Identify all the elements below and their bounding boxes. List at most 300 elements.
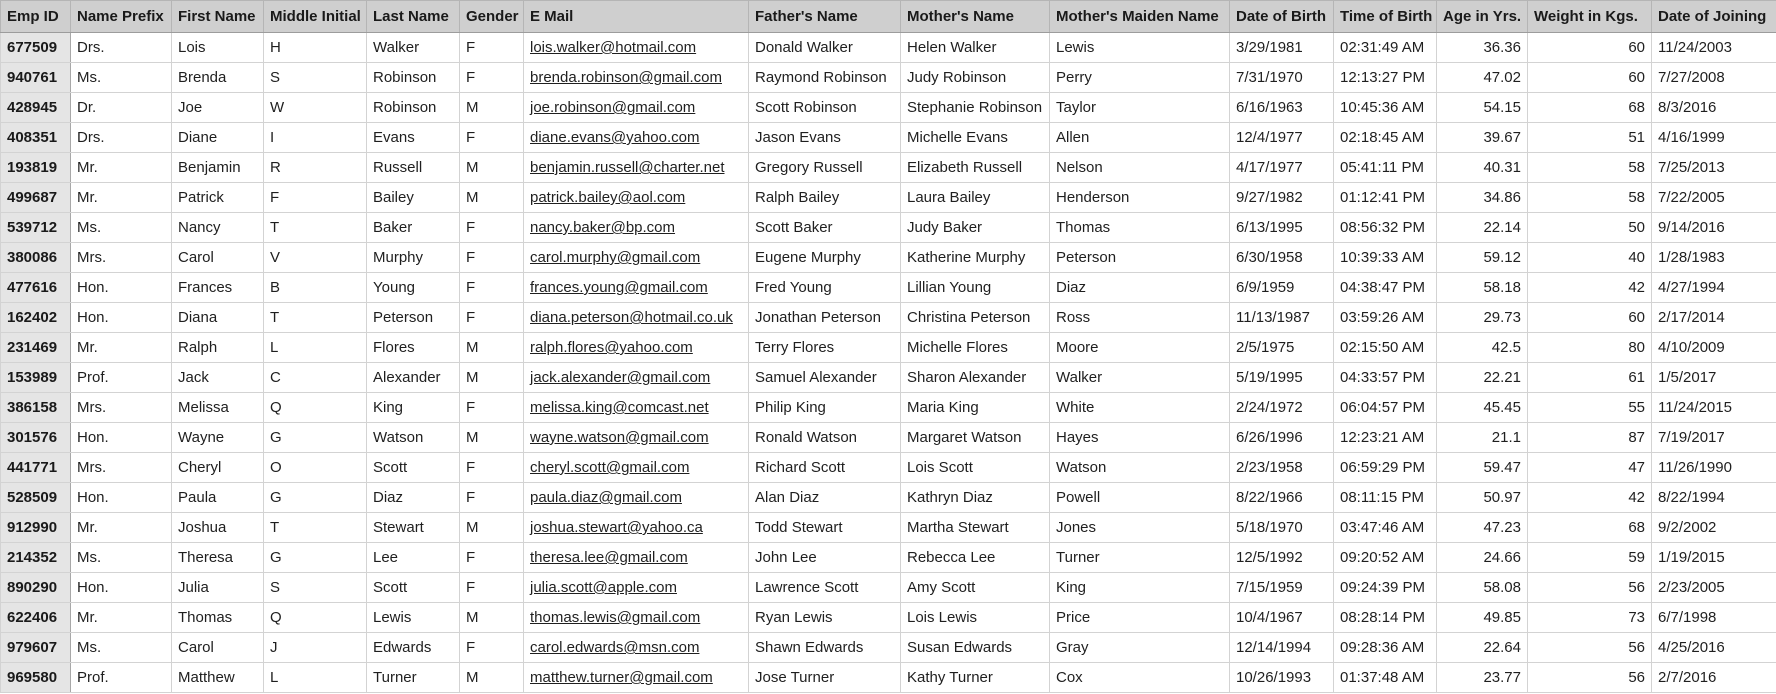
cell-first-name[interactable]: Paula xyxy=(172,483,264,513)
cell-middle-initial[interactable]: J xyxy=(264,633,367,663)
cell-name-prefix[interactable]: Ms. xyxy=(71,543,172,573)
cell-gender[interactable]: F xyxy=(460,393,524,423)
cell-emp-id[interactable]: 677509 xyxy=(1,33,71,63)
cell-weight[interactable]: 42 xyxy=(1528,483,1652,513)
cell-date-of-birth[interactable]: 2/24/1972 xyxy=(1230,393,1334,423)
cell-emp-id[interactable]: 890290 xyxy=(1,573,71,603)
table-row[interactable] xyxy=(1,303,1776,333)
cell-middle-initial[interactable]: H xyxy=(264,33,367,63)
cell-emp-id[interactable]: 386158 xyxy=(1,393,71,423)
cell-email[interactable] xyxy=(524,93,749,123)
cell-time-of-birth[interactable]: 06:04:57 PM xyxy=(1334,393,1437,423)
column-header-date-of-birth[interactable]: Date of Birth xyxy=(1230,1,1334,33)
cell-mothers-name[interactable]: Martha Stewart xyxy=(901,513,1050,543)
cell-mothers-name[interactable]: Michelle Flores xyxy=(901,333,1050,363)
cell-weight[interactable]: 55 xyxy=(1528,393,1652,423)
cell-last-name[interactable]: Russell xyxy=(367,153,460,183)
column-header-mothers-name[interactable]: Mother's Name xyxy=(901,1,1050,33)
cell-name-prefix[interactable]: Mrs. xyxy=(71,453,172,483)
cell-date-of-joining[interactable]: 11/26/1990 xyxy=(1652,453,1776,483)
cell-gender[interactable]: M xyxy=(460,513,524,543)
cell-mothers-maiden-name[interactable]: Moore xyxy=(1050,333,1230,363)
cell-first-name[interactable]: Benjamin xyxy=(172,153,264,183)
cell-date-of-joining[interactable]: 8/3/2016 xyxy=(1652,93,1776,123)
cell-gender[interactable]: F xyxy=(460,123,524,153)
cell-mothers-name[interactable]: Margaret Watson xyxy=(901,423,1050,453)
cell-emp-id[interactable]: 528509 xyxy=(1,483,71,513)
cell-gender[interactable]: M xyxy=(460,183,524,213)
cell-fathers-name[interactable]: Ryan Lewis xyxy=(749,603,901,633)
cell-gender[interactable]: F xyxy=(460,63,524,93)
cell-date-of-joining[interactable]: 2/23/2005 xyxy=(1652,573,1776,603)
table-row[interactable] xyxy=(1,633,1776,663)
cell-time-of-birth[interactable]: 01:37:48 AM xyxy=(1334,663,1437,693)
cell-mothers-maiden-name[interactable]: Perry xyxy=(1050,63,1230,93)
cell-fathers-name[interactable]: Richard Scott xyxy=(749,453,901,483)
email-link[interactable]: matthew.turner@gmail.com xyxy=(530,669,713,686)
cell-date-of-birth[interactable]: 6/30/1958 xyxy=(1230,243,1334,273)
cell-mothers-maiden-name[interactable]: Henderson xyxy=(1050,183,1230,213)
table-row[interactable] xyxy=(1,513,1776,543)
table-row[interactable] xyxy=(1,543,1776,573)
cell-mothers-name[interactable]: Katherine Murphy xyxy=(901,243,1050,273)
cell-emp-id[interactable]: 499687 xyxy=(1,183,71,213)
cell-last-name[interactable]: King xyxy=(367,393,460,423)
cell-mothers-name[interactable]: Lillian Young xyxy=(901,273,1050,303)
cell-email[interactable] xyxy=(524,333,749,363)
cell-first-name[interactable]: Lois xyxy=(172,33,264,63)
cell-weight[interactable]: 68 xyxy=(1528,513,1652,543)
email-link[interactable]: diana.peterson@hotmail.co.uk xyxy=(530,309,733,326)
cell-middle-initial[interactable]: V xyxy=(264,243,367,273)
cell-weight[interactable]: 51 xyxy=(1528,123,1652,153)
cell-email[interactable] xyxy=(524,363,749,393)
cell-date-of-birth[interactable]: 6/13/1995 xyxy=(1230,213,1334,243)
cell-mothers-maiden-name[interactable]: Hayes xyxy=(1050,423,1230,453)
cell-name-prefix[interactable]: Ms. xyxy=(71,633,172,663)
cell-mothers-name[interactable]: Sharon Alexander xyxy=(901,363,1050,393)
cell-first-name[interactable]: Matthew xyxy=(172,663,264,693)
cell-middle-initial[interactable]: T xyxy=(264,213,367,243)
cell-weight[interactable]: 59 xyxy=(1528,543,1652,573)
cell-mothers-maiden-name[interactable]: Gray xyxy=(1050,633,1230,663)
cell-date-of-birth[interactable]: 10/4/1967 xyxy=(1230,603,1334,633)
cell-date-of-birth[interactable]: 2/23/1958 xyxy=(1230,453,1334,483)
column-header-weight[interactable]: Weight in Kgs. xyxy=(1528,1,1652,33)
cell-gender[interactable]: F xyxy=(460,243,524,273)
cell-mothers-name[interactable]: Lois Scott xyxy=(901,453,1050,483)
cell-middle-initial[interactable]: S xyxy=(264,63,367,93)
email-link[interactable]: cheryl.scott@gmail.com xyxy=(530,459,690,476)
cell-mothers-maiden-name[interactable]: Taylor xyxy=(1050,93,1230,123)
cell-first-name[interactable]: Jack xyxy=(172,363,264,393)
cell-name-prefix[interactable]: Drs. xyxy=(71,123,172,153)
cell-mothers-maiden-name[interactable]: Allen xyxy=(1050,123,1230,153)
cell-time-of-birth[interactable]: 08:11:15 PM xyxy=(1334,483,1437,513)
cell-email[interactable] xyxy=(524,63,749,93)
cell-emp-id[interactable]: 477616 xyxy=(1,273,71,303)
cell-weight[interactable]: 60 xyxy=(1528,33,1652,63)
cell-name-prefix[interactable]: Mr. xyxy=(71,603,172,633)
cell-age[interactable]: 45.45 xyxy=(1437,393,1528,423)
column-header-email[interactable]: E Mail xyxy=(524,1,749,33)
cell-emp-id[interactable]: 193819 xyxy=(1,153,71,183)
cell-first-name[interactable]: Julia xyxy=(172,573,264,603)
cell-name-prefix[interactable]: Mr. xyxy=(71,183,172,213)
cell-age[interactable]: 23.77 xyxy=(1437,663,1528,693)
cell-middle-initial[interactable]: L xyxy=(264,663,367,693)
cell-fathers-name[interactable]: Ronald Watson xyxy=(749,423,901,453)
cell-fathers-name[interactable]: Scott Baker xyxy=(749,213,901,243)
table-row[interactable] xyxy=(1,453,1776,483)
cell-fathers-name[interactable]: John Lee xyxy=(749,543,901,573)
cell-last-name[interactable]: Robinson xyxy=(367,93,460,123)
cell-time-of-birth[interactable]: 04:38:47 PM xyxy=(1334,273,1437,303)
cell-mothers-maiden-name[interactable]: Nelson xyxy=(1050,153,1230,183)
cell-name-prefix[interactable]: Hon. xyxy=(71,303,172,333)
cell-fathers-name[interactable]: Fred Young xyxy=(749,273,901,303)
cell-mothers-maiden-name[interactable]: Lewis xyxy=(1050,33,1230,63)
cell-mothers-maiden-name[interactable]: Thomas xyxy=(1050,213,1230,243)
cell-weight[interactable]: 87 xyxy=(1528,423,1652,453)
cell-time-of-birth[interactable]: 05:41:11 PM xyxy=(1334,153,1437,183)
cell-name-prefix[interactable]: Dr. xyxy=(71,93,172,123)
column-header-date-of-joining[interactable]: Date of Joining xyxy=(1652,1,1776,33)
cell-first-name[interactable]: Wayne xyxy=(172,423,264,453)
cell-weight[interactable]: 56 xyxy=(1528,633,1652,663)
cell-weight[interactable]: 60 xyxy=(1528,303,1652,333)
cell-mothers-maiden-name[interactable]: Cox xyxy=(1050,663,1230,693)
column-header-age[interactable]: Age in Yrs. xyxy=(1437,1,1528,33)
cell-last-name[interactable]: Walker xyxy=(367,33,460,63)
cell-emp-id[interactable]: 979607 xyxy=(1,633,71,663)
cell-date-of-joining[interactable]: 4/16/1999 xyxy=(1652,123,1776,153)
cell-mothers-maiden-name[interactable]: King xyxy=(1050,573,1230,603)
cell-gender[interactable]: M xyxy=(460,363,524,393)
table-row[interactable] xyxy=(1,273,1776,303)
table-row[interactable] xyxy=(1,123,1776,153)
cell-last-name[interactable]: Robinson xyxy=(367,63,460,93)
cell-last-name[interactable]: Evans xyxy=(367,123,460,153)
cell-email[interactable] xyxy=(524,603,749,633)
column-header-last-name[interactable]: Last Name xyxy=(367,1,460,33)
cell-mothers-maiden-name[interactable]: Powell xyxy=(1050,483,1230,513)
cell-date-of-birth[interactable]: 12/4/1977 xyxy=(1230,123,1334,153)
cell-last-name[interactable]: Lee xyxy=(367,543,460,573)
cell-name-prefix[interactable]: Hon. xyxy=(71,273,172,303)
cell-time-of-birth[interactable]: 12:23:21 AM xyxy=(1334,423,1437,453)
cell-weight[interactable]: 40 xyxy=(1528,243,1652,273)
cell-middle-initial[interactable]: O xyxy=(264,453,367,483)
cell-emp-id[interactable]: 622406 xyxy=(1,603,71,633)
cell-gender[interactable]: F xyxy=(460,213,524,243)
column-header-fathers-name[interactable]: Father's Name xyxy=(749,1,901,33)
cell-age[interactable]: 54.15 xyxy=(1437,93,1528,123)
cell-emp-id[interactable]: 214352 xyxy=(1,543,71,573)
cell-mothers-name[interactable]: Susan Edwards xyxy=(901,633,1050,663)
cell-first-name[interactable]: Patrick xyxy=(172,183,264,213)
cell-weight[interactable]: 58 xyxy=(1528,153,1652,183)
cell-emp-id[interactable]: 912990 xyxy=(1,513,71,543)
cell-middle-initial[interactable]: B xyxy=(264,273,367,303)
cell-emp-id[interactable]: 153989 xyxy=(1,363,71,393)
cell-email[interactable] xyxy=(524,303,749,333)
cell-email[interactable] xyxy=(524,483,749,513)
cell-gender[interactable]: M xyxy=(460,423,524,453)
cell-emp-id[interactable]: 969580 xyxy=(1,663,71,693)
cell-name-prefix[interactable]: Mr. xyxy=(71,333,172,363)
cell-gender[interactable]: M xyxy=(460,603,524,633)
cell-last-name[interactable]: Scott xyxy=(367,453,460,483)
cell-emp-id[interactable]: 231469 xyxy=(1,333,71,363)
cell-mothers-name[interactable]: Christina Peterson xyxy=(901,303,1050,333)
cell-date-of-joining[interactable]: 1/28/1983 xyxy=(1652,243,1776,273)
cell-mothers-name[interactable]: Michelle Evans xyxy=(901,123,1050,153)
cell-date-of-birth[interactable]: 3/29/1981 xyxy=(1230,33,1334,63)
cell-age[interactable]: 21.1 xyxy=(1437,423,1528,453)
cell-age[interactable]: 50.97 xyxy=(1437,483,1528,513)
cell-age[interactable]: 34.86 xyxy=(1437,183,1528,213)
cell-middle-initial[interactable]: Q xyxy=(264,393,367,423)
table-row[interactable] xyxy=(1,363,1776,393)
table-row[interactable] xyxy=(1,483,1776,513)
cell-emp-id[interactable]: 940761 xyxy=(1,63,71,93)
cell-fathers-name[interactable]: Philip King xyxy=(749,393,901,423)
cell-mothers-name[interactable]: Amy Scott xyxy=(901,573,1050,603)
cell-gender[interactable]: F xyxy=(460,633,524,663)
cell-age[interactable]: 42.5 xyxy=(1437,333,1528,363)
cell-gender[interactable]: F xyxy=(460,483,524,513)
cell-fathers-name[interactable]: Lawrence Scott xyxy=(749,573,901,603)
cell-fathers-name[interactable]: Raymond Robinson xyxy=(749,63,901,93)
table-row[interactable] xyxy=(1,573,1776,603)
cell-age[interactable]: 22.21 xyxy=(1437,363,1528,393)
cell-gender[interactable]: M xyxy=(460,663,524,693)
email-link[interactable]: jack.alexander@gmail.com xyxy=(530,369,711,386)
cell-email[interactable] xyxy=(524,183,749,213)
cell-last-name[interactable]: Peterson xyxy=(367,303,460,333)
cell-first-name[interactable]: Melissa xyxy=(172,393,264,423)
cell-middle-initial[interactable]: W xyxy=(264,93,367,123)
column-header-first-name[interactable]: First Name xyxy=(172,1,264,33)
cell-age[interactable]: 36.36 xyxy=(1437,33,1528,63)
cell-emp-id[interactable]: 380086 xyxy=(1,243,71,273)
cell-mothers-maiden-name[interactable]: Walker xyxy=(1050,363,1230,393)
cell-weight[interactable]: 60 xyxy=(1528,63,1652,93)
email-link[interactable]: carol.edwards@msn.com xyxy=(530,639,700,656)
cell-time-of-birth[interactable]: 01:12:41 PM xyxy=(1334,183,1437,213)
table-row[interactable] xyxy=(1,183,1776,213)
table-row[interactable] xyxy=(1,93,1776,123)
cell-name-prefix[interactable]: Mrs. xyxy=(71,393,172,423)
cell-time-of-birth[interactable]: 08:56:32 PM xyxy=(1334,213,1437,243)
table-row[interactable] xyxy=(1,423,1776,453)
cell-name-prefix[interactable]: Ms. xyxy=(71,213,172,243)
cell-fathers-name[interactable]: Todd Stewart xyxy=(749,513,901,543)
column-header-mothers-maiden-name[interactable]: Mother's Maiden Name xyxy=(1050,1,1230,33)
email-link[interactable]: patrick.bailey@aol.com xyxy=(530,189,686,206)
cell-date-of-joining[interactable]: 4/10/2009 xyxy=(1652,333,1776,363)
cell-emp-id[interactable]: 539712 xyxy=(1,213,71,243)
table-row[interactable] xyxy=(1,33,1776,63)
cell-email[interactable] xyxy=(524,243,749,273)
cell-last-name[interactable]: Bailey xyxy=(367,183,460,213)
table-row[interactable] xyxy=(1,243,1776,273)
cell-time-of-birth[interactable]: 09:20:52 AM xyxy=(1334,543,1437,573)
cell-email[interactable] xyxy=(524,393,749,423)
cell-date-of-joining[interactable]: 11/24/2015 xyxy=(1652,393,1776,423)
cell-name-prefix[interactable]: Mr. xyxy=(71,153,172,183)
cell-mothers-name[interactable]: Elizabeth Russell xyxy=(901,153,1050,183)
cell-weight[interactable]: 80 xyxy=(1528,333,1652,363)
cell-date-of-birth[interactable]: 11/13/1987 xyxy=(1230,303,1334,333)
cell-gender[interactable]: F xyxy=(460,33,524,63)
table-row[interactable] xyxy=(1,333,1776,363)
cell-first-name[interactable]: Nancy xyxy=(172,213,264,243)
cell-date-of-birth[interactable]: 6/26/1996 xyxy=(1230,423,1334,453)
cell-age[interactable]: 49.85 xyxy=(1437,603,1528,633)
cell-first-name[interactable]: Joe xyxy=(172,93,264,123)
cell-time-of-birth[interactable]: 03:47:46 AM xyxy=(1334,513,1437,543)
cell-last-name[interactable]: Lewis xyxy=(367,603,460,633)
cell-date-of-joining[interactable]: 7/19/2017 xyxy=(1652,423,1776,453)
cell-time-of-birth[interactable]: 06:59:29 PM xyxy=(1334,453,1437,483)
cell-first-name[interactable]: Carol xyxy=(172,633,264,663)
cell-mothers-name[interactable]: Judy Baker xyxy=(901,213,1050,243)
cell-mothers-name[interactable]: Laura Bailey xyxy=(901,183,1050,213)
cell-emp-id[interactable]: 162402 xyxy=(1,303,71,333)
table-row[interactable] xyxy=(1,213,1776,243)
cell-middle-initial[interactable]: I xyxy=(264,123,367,153)
cell-email[interactable] xyxy=(524,573,749,603)
cell-last-name[interactable]: Diaz xyxy=(367,483,460,513)
cell-last-name[interactable]: Baker xyxy=(367,213,460,243)
cell-date-of-joining[interactable]: 2/7/2016 xyxy=(1652,663,1776,693)
cell-age[interactable]: 24.66 xyxy=(1437,543,1528,573)
cell-date-of-joining[interactable]: 1/5/2017 xyxy=(1652,363,1776,393)
cell-date-of-birth[interactable]: 12/5/1992 xyxy=(1230,543,1334,573)
email-link[interactable]: joshua.stewart@yahoo.ca xyxy=(530,519,703,536)
cell-first-name[interactable]: Frances xyxy=(172,273,264,303)
cell-middle-initial[interactable]: C xyxy=(264,363,367,393)
email-link[interactable]: benjamin.russell@charter.net xyxy=(530,159,725,176)
cell-fathers-name[interactable]: Ralph Bailey xyxy=(749,183,901,213)
cell-mothers-name[interactable]: Helen Walker xyxy=(901,33,1050,63)
cell-first-name[interactable]: Diana xyxy=(172,303,264,333)
email-link[interactable]: diane.evans@yahoo.com xyxy=(530,129,700,146)
cell-fathers-name[interactable]: Gregory Russell xyxy=(749,153,901,183)
cell-date-of-joining[interactable]: 4/27/1994 xyxy=(1652,273,1776,303)
cell-weight[interactable]: 56 xyxy=(1528,663,1652,693)
cell-date-of-joining[interactable]: 9/14/2016 xyxy=(1652,213,1776,243)
cell-emp-id[interactable]: 301576 xyxy=(1,423,71,453)
cell-age[interactable]: 59.12 xyxy=(1437,243,1528,273)
cell-middle-initial[interactable]: Q xyxy=(264,603,367,633)
cell-age[interactable]: 22.64 xyxy=(1437,633,1528,663)
cell-gender[interactable]: M xyxy=(460,153,524,183)
cell-date-of-joining[interactable]: 1/19/2015 xyxy=(1652,543,1776,573)
cell-time-of-birth[interactable]: 02:15:50 AM xyxy=(1334,333,1437,363)
table-row[interactable] xyxy=(1,603,1776,633)
email-link[interactable]: frances.young@gmail.com xyxy=(530,279,708,296)
cell-fathers-name[interactable]: Eugene Murphy xyxy=(749,243,901,273)
cell-time-of-birth[interactable]: 12:13:27 PM xyxy=(1334,63,1437,93)
cell-middle-initial[interactable]: T xyxy=(264,513,367,543)
cell-first-name[interactable]: Cheryl xyxy=(172,453,264,483)
cell-time-of-birth[interactable]: 02:31:49 AM xyxy=(1334,33,1437,63)
cell-date-of-birth[interactable]: 9/27/1982 xyxy=(1230,183,1334,213)
email-link[interactable]: wayne.watson@gmail.com xyxy=(530,429,709,446)
cell-time-of-birth[interactable]: 09:24:39 PM xyxy=(1334,573,1437,603)
cell-date-of-birth[interactable]: 7/15/1959 xyxy=(1230,573,1334,603)
cell-weight[interactable]: 56 xyxy=(1528,573,1652,603)
cell-name-prefix[interactable]: Prof. xyxy=(71,663,172,693)
email-link[interactable]: brenda.robinson@gmail.com xyxy=(530,69,722,86)
cell-email[interactable] xyxy=(524,663,749,693)
cell-middle-initial[interactable]: F xyxy=(264,183,367,213)
cell-fathers-name[interactable]: Scott Robinson xyxy=(749,93,901,123)
email-link[interactable]: joe.robinson@gmail.com xyxy=(530,99,696,116)
cell-middle-initial[interactable]: G xyxy=(264,423,367,453)
cell-emp-id[interactable]: 441771 xyxy=(1,453,71,483)
cell-first-name[interactable]: Theresa xyxy=(172,543,264,573)
cell-date-of-joining[interactable]: 11/24/2003 xyxy=(1652,33,1776,63)
cell-middle-initial[interactable]: G xyxy=(264,483,367,513)
cell-age[interactable]: 39.67 xyxy=(1437,123,1528,153)
cell-date-of-joining[interactable]: 4/25/2016 xyxy=(1652,633,1776,663)
column-header-gender[interactable]: Gender xyxy=(460,1,524,33)
email-link[interactable]: thomas.lewis@gmail.com xyxy=(530,609,701,626)
email-link[interactable]: melissa.king@comcast.net xyxy=(530,399,709,416)
cell-last-name[interactable]: Edwards xyxy=(367,633,460,663)
cell-emp-id[interactable]: 408351 xyxy=(1,123,71,153)
cell-name-prefix[interactable]: Hon. xyxy=(71,483,172,513)
cell-time-of-birth[interactable]: 04:33:57 PM xyxy=(1334,363,1437,393)
cell-middle-initial[interactable]: L xyxy=(264,333,367,363)
cell-fathers-name[interactable]: Donald Walker xyxy=(749,33,901,63)
cell-first-name[interactable]: Ralph xyxy=(172,333,264,363)
cell-weight[interactable]: 61 xyxy=(1528,363,1652,393)
cell-name-prefix[interactable]: Hon. xyxy=(71,423,172,453)
cell-gender[interactable]: F xyxy=(460,543,524,573)
cell-time-of-birth[interactable]: 09:28:36 AM xyxy=(1334,633,1437,663)
cell-mothers-maiden-name[interactable]: Ross xyxy=(1050,303,1230,333)
cell-name-prefix[interactable]: Mr. xyxy=(71,513,172,543)
cell-age[interactable]: 59.47 xyxy=(1437,453,1528,483)
cell-date-of-birth[interactable]: 5/18/1970 xyxy=(1230,513,1334,543)
cell-gender[interactable]: M xyxy=(460,93,524,123)
cell-last-name[interactable]: Turner xyxy=(367,663,460,693)
cell-mothers-maiden-name[interactable]: Peterson xyxy=(1050,243,1230,273)
cell-email[interactable] xyxy=(524,513,749,543)
email-link[interactable]: theresa.lee@gmail.com xyxy=(530,549,688,566)
cell-middle-initial[interactable]: T xyxy=(264,303,367,333)
cell-time-of-birth[interactable]: 10:45:36 AM xyxy=(1334,93,1437,123)
cell-first-name[interactable]: Thomas xyxy=(172,603,264,633)
cell-weight[interactable]: 68 xyxy=(1528,93,1652,123)
cell-mothers-maiden-name[interactable]: Turner xyxy=(1050,543,1230,573)
cell-last-name[interactable]: Alexander xyxy=(367,363,460,393)
column-header-time-of-birth[interactable]: Time of Birth xyxy=(1334,1,1437,33)
cell-age[interactable]: 47.23 xyxy=(1437,513,1528,543)
cell-weight[interactable]: 73 xyxy=(1528,603,1652,633)
cell-date-of-birth[interactable]: 6/9/1959 xyxy=(1230,273,1334,303)
cell-fathers-name[interactable]: Terry Flores xyxy=(749,333,901,363)
cell-email[interactable] xyxy=(524,543,749,573)
cell-date-of-birth[interactable]: 6/16/1963 xyxy=(1230,93,1334,123)
cell-name-prefix[interactable]: Mrs. xyxy=(71,243,172,273)
cell-name-prefix[interactable]: Prof. xyxy=(71,363,172,393)
